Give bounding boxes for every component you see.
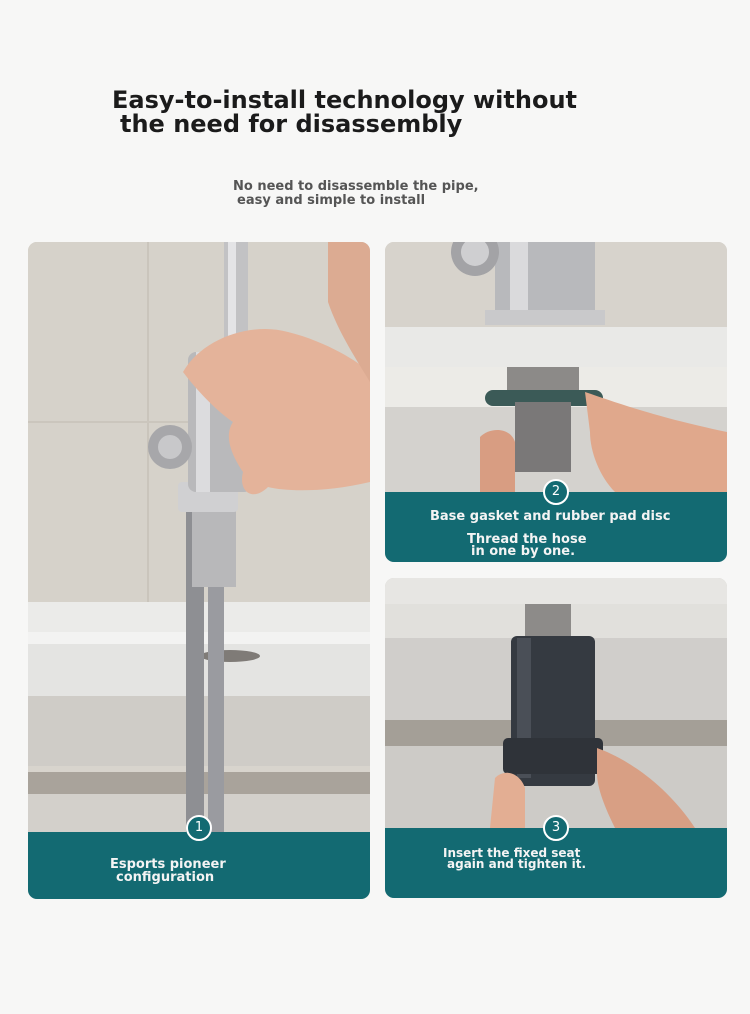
step-3-number-badge: 3 <box>543 815 569 841</box>
step-1-caption <box>110 858 226 884</box>
step-2-number-badge: 2 <box>543 479 569 505</box>
step-2-caption-line-1: Thread the hose <box>467 532 587 547</box>
step-2-card <box>385 242 727 562</box>
step-1-caption-line-2: configuration <box>116 870 215 885</box>
subtitle-line-2: easy and simple to install <box>237 193 426 208</box>
step-3-caption <box>443 848 586 870</box>
step-2-caption-title: Base gasket and rubber pad disc <box>430 509 671 524</box>
step-1-number-badge: 1 <box>186 815 212 841</box>
step-1-card <box>28 242 370 899</box>
step-1-caption-line-1: Esports pioneer <box>110 857 226 872</box>
step-2-photo <box>385 242 727 492</box>
step-3-caption-line-2: again and tighten it. <box>447 857 587 871</box>
step-3-card <box>385 578 727 898</box>
step-1-photo <box>28 242 370 832</box>
page-subtitle <box>233 180 533 208</box>
step-2-caption-line-2: in one by one. <box>471 544 576 559</box>
title-line-1: Easy-to-install technology without <box>112 86 578 114</box>
title-line-2: the need for disassembly <box>120 110 463 138</box>
subtitle-line-1: No need to disassemble the pipe, <box>233 179 479 194</box>
step-2-caption <box>467 534 587 558</box>
step-3-caption-line-1: Insert the fixed seat <box>443 846 581 860</box>
step-3-photo <box>385 578 727 828</box>
page-title <box>112 88 632 136</box>
